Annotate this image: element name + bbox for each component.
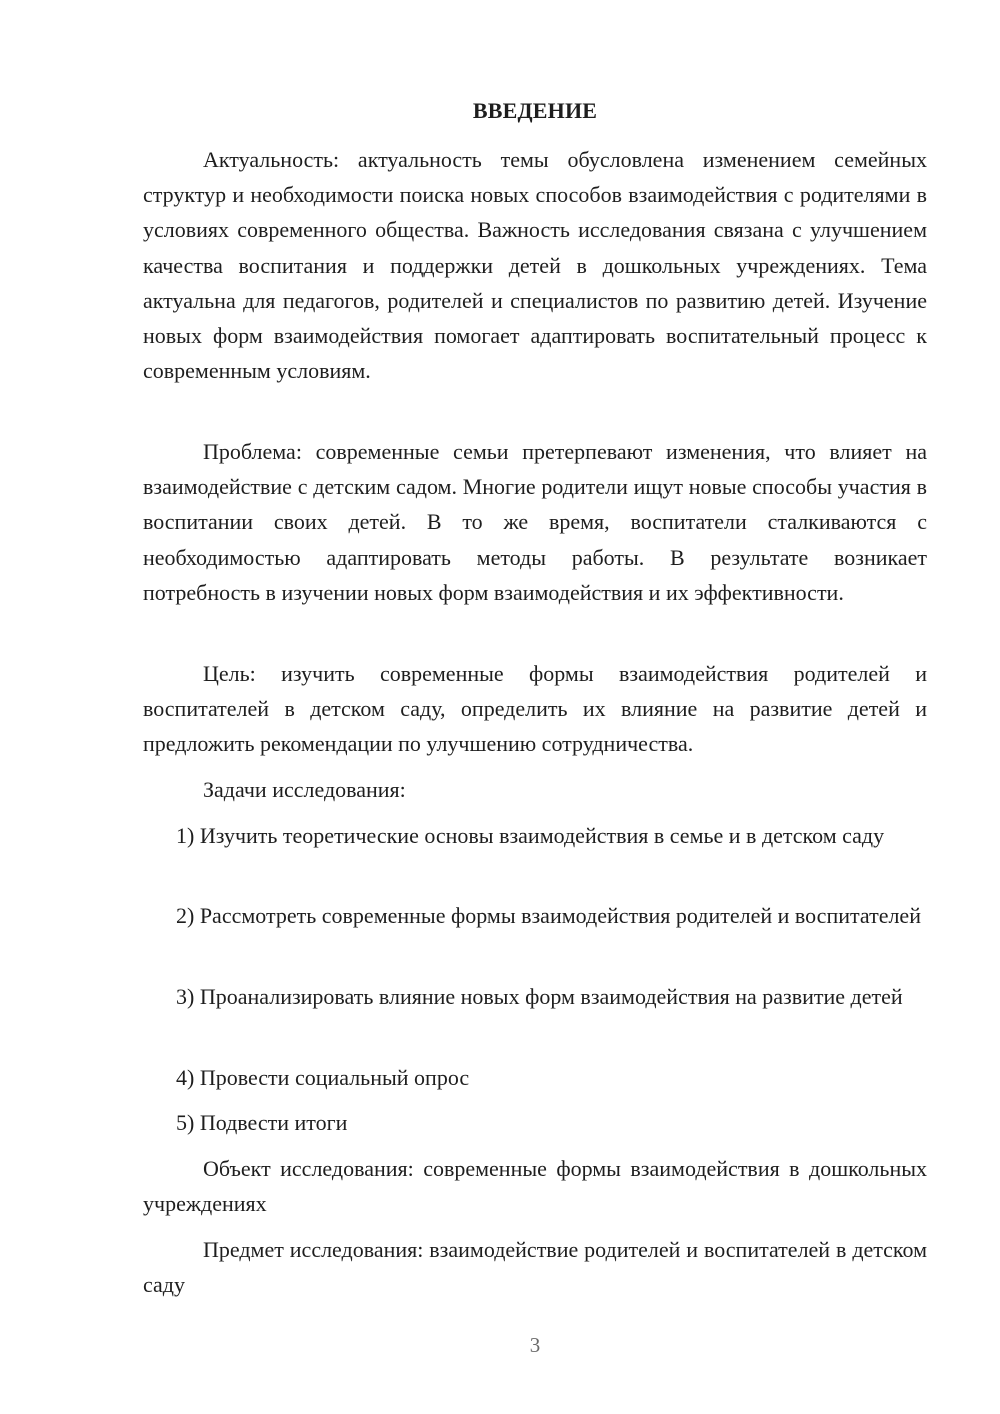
task-item: 5) Подвести итоги (176, 1110, 348, 1135)
problem-paragraph: Проблема: современные семьи претерпевают изменения, что влияет на взаимодействие с детским садом. Многие родители ищут новые способы участия в воспитании своих детей. В то же время, воспитатели сталкиваются с необходимостью адаптировать методы работы. В результате возникает потребность в изучении новых форм взаимодействия и их эффективности. (143, 439, 927, 605)
page-number: 3 (529, 1333, 541, 1357)
tasks-heading: Задачи исследования: (203, 777, 406, 802)
subject-paragraph: Предмет исследования: взаимодействие родителей и воспитателей в детском саду (143, 1237, 927, 1298)
object-paragraph: Объект исследования: современные формы взаимодействия в дошкольных учреждениях (143, 1156, 927, 1217)
task-item: 1) Изучить теоретические основы взаимодействия в семье и в детском саду (176, 823, 885, 848)
relevance-paragraph: Актуальность: актуальность темы обусловлена изменением семейных структур и необходимости поиска новых способов взаимодействия с родителями в условиях современного общества. Важность исследования связана с улучшением качества воспитания и поддержки детей в дошкольных учреждениях. Тема актуальна для педагогов, родителей и специалистов по развитию детей. Изучение новых форм взаимодействия помогает адаптировать воспитательный процесс к современным условиям. (143, 147, 927, 384)
task-item: 3) Проанализировать влияние новых форм взаимодействия на развитие детей (176, 984, 903, 1009)
task-item: 2) Рассмотреть современные формы взаимодействия родителей и воспитателей (176, 903, 921, 928)
goal-paragraph: Цель: изучить современные формы взаимодействия родителей и воспитателей в детском саду, определить их влияние на развитие детей и предложить рекомендации по улучшению сотрудничества. (143, 661, 927, 757)
section-heading: ВВЕДЕНИЕ (472, 98, 598, 123)
task-item: 4) Провести социальный опрос (176, 1065, 470, 1090)
